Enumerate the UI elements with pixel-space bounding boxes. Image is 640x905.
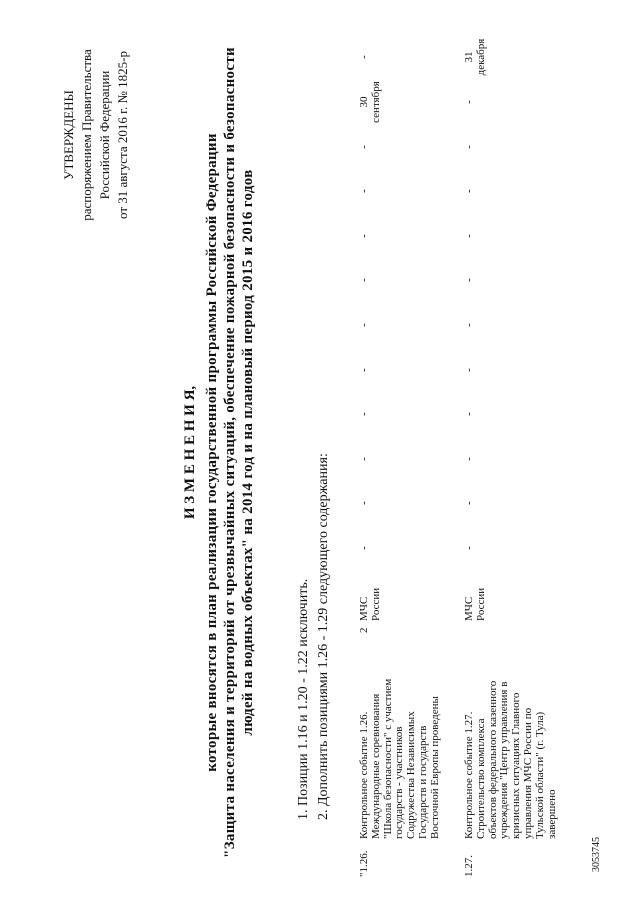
quarter-cell: - bbox=[463, 100, 475, 104]
quarter-cell: - bbox=[463, 546, 475, 550]
quarter-cell: - bbox=[463, 368, 475, 372]
approval-title: УТВЕРЖДЕНЫ bbox=[61, 90, 76, 180]
approval-line: Российской Федерации bbox=[97, 70, 112, 200]
approval-block bbox=[60, 40, 132, 230]
description-line: завершено bbox=[545, 789, 558, 839]
description-line: управления МЧС России по bbox=[521, 707, 534, 839]
quarter-cell: - bbox=[358, 546, 370, 550]
heading-line: которые вносятся в план реализации государственной программы Российской Федерации bbox=[204, 133, 220, 772]
quarter-cell: - bbox=[358, 412, 370, 416]
quarter-cell: - bbox=[358, 189, 370, 193]
heading-line: "Защита населения и территорий от чрезвычайных ситуаций, обеспечение пожарной безопасности и безопасности bbox=[222, 47, 238, 858]
table-row bbox=[464, 0, 574, 905]
approval-date-number: от 31 августа 2016 г. № 1825-р bbox=[115, 51, 130, 219]
document-heading bbox=[181, 0, 257, 905]
quarter-cell: - bbox=[358, 323, 370, 327]
heading-line: людей на водных объектах" на 2014 год и на плановый период 2015 и 2016 годов bbox=[240, 169, 256, 736]
quarter-cell: - bbox=[463, 278, 475, 282]
document-title: И З М Е Н Е Н И Я, bbox=[182, 385, 198, 520]
responsible-executor: МЧС России bbox=[358, 587, 382, 621]
description-line: "Школа безопасности" с участием bbox=[381, 678, 394, 839]
description-line: учреждения "Центр управления в bbox=[498, 681, 511, 839]
responsible-executor: МЧС России bbox=[463, 587, 487, 621]
description-line: Тульской области" (г. Тула) bbox=[533, 711, 546, 839]
description-line: Международные соревнования bbox=[369, 693, 382, 839]
instruction-item: 2. Дополнить позициями 1.26 - 1.29 следующего содержания: bbox=[316, 453, 331, 820]
quarter-cell: - bbox=[463, 501, 475, 505]
approval-line: распоряжением Правительства bbox=[79, 49, 94, 221]
document-code: 3053745 bbox=[591, 837, 602, 872]
position-number: 1.27. bbox=[463, 855, 475, 877]
quarter-cell: 30 сентября bbox=[358, 81, 382, 123]
quarter-cell: - bbox=[358, 55, 370, 59]
description-line: Государств и государств bbox=[416, 725, 429, 839]
quarter-cell: - bbox=[358, 368, 370, 372]
description-line: Строительство комплекса bbox=[474, 718, 487, 839]
quarter-cell: - bbox=[358, 457, 370, 461]
description-line: Восточной Европы проведены bbox=[428, 696, 441, 839]
quarter-cell: - bbox=[463, 412, 475, 416]
quarter-cell: - bbox=[463, 189, 475, 193]
quarter-cell: - bbox=[358, 145, 370, 149]
description-line: кризисных ситуациях Главного bbox=[510, 692, 523, 839]
quarter-cell: - bbox=[358, 234, 370, 238]
quarter-cell: - bbox=[463, 234, 475, 238]
description-line: Контрольное событие 1.27. bbox=[463, 711, 475, 839]
description-line: Контрольное событие 1.26. bbox=[358, 711, 370, 839]
table-row bbox=[359, 0, 469, 905]
quarter-cell: - bbox=[358, 278, 370, 282]
description-line: Содружества Независимых bbox=[405, 711, 418, 839]
position-description bbox=[359, 669, 442, 839]
quarter-cell: - bbox=[463, 457, 475, 461]
quarter-cell: - bbox=[358, 501, 370, 505]
position-number: "1.26. bbox=[358, 850, 370, 877]
description-line: государств - участников bbox=[393, 726, 406, 839]
instruction-list bbox=[294, 453, 334, 820]
instruction-item: 1. Позиции 1.16 и 1.20 - 1.22 исключить. bbox=[296, 578, 311, 820]
position-description bbox=[464, 669, 558, 839]
quarter-cell: 31 декабря bbox=[463, 38, 487, 76]
quarter-cell: - bbox=[463, 145, 475, 149]
position-mark: 2 bbox=[358, 627, 370, 633]
quarter-cell: - bbox=[463, 323, 475, 327]
description-line: объектов федерального казенного bbox=[486, 680, 499, 839]
